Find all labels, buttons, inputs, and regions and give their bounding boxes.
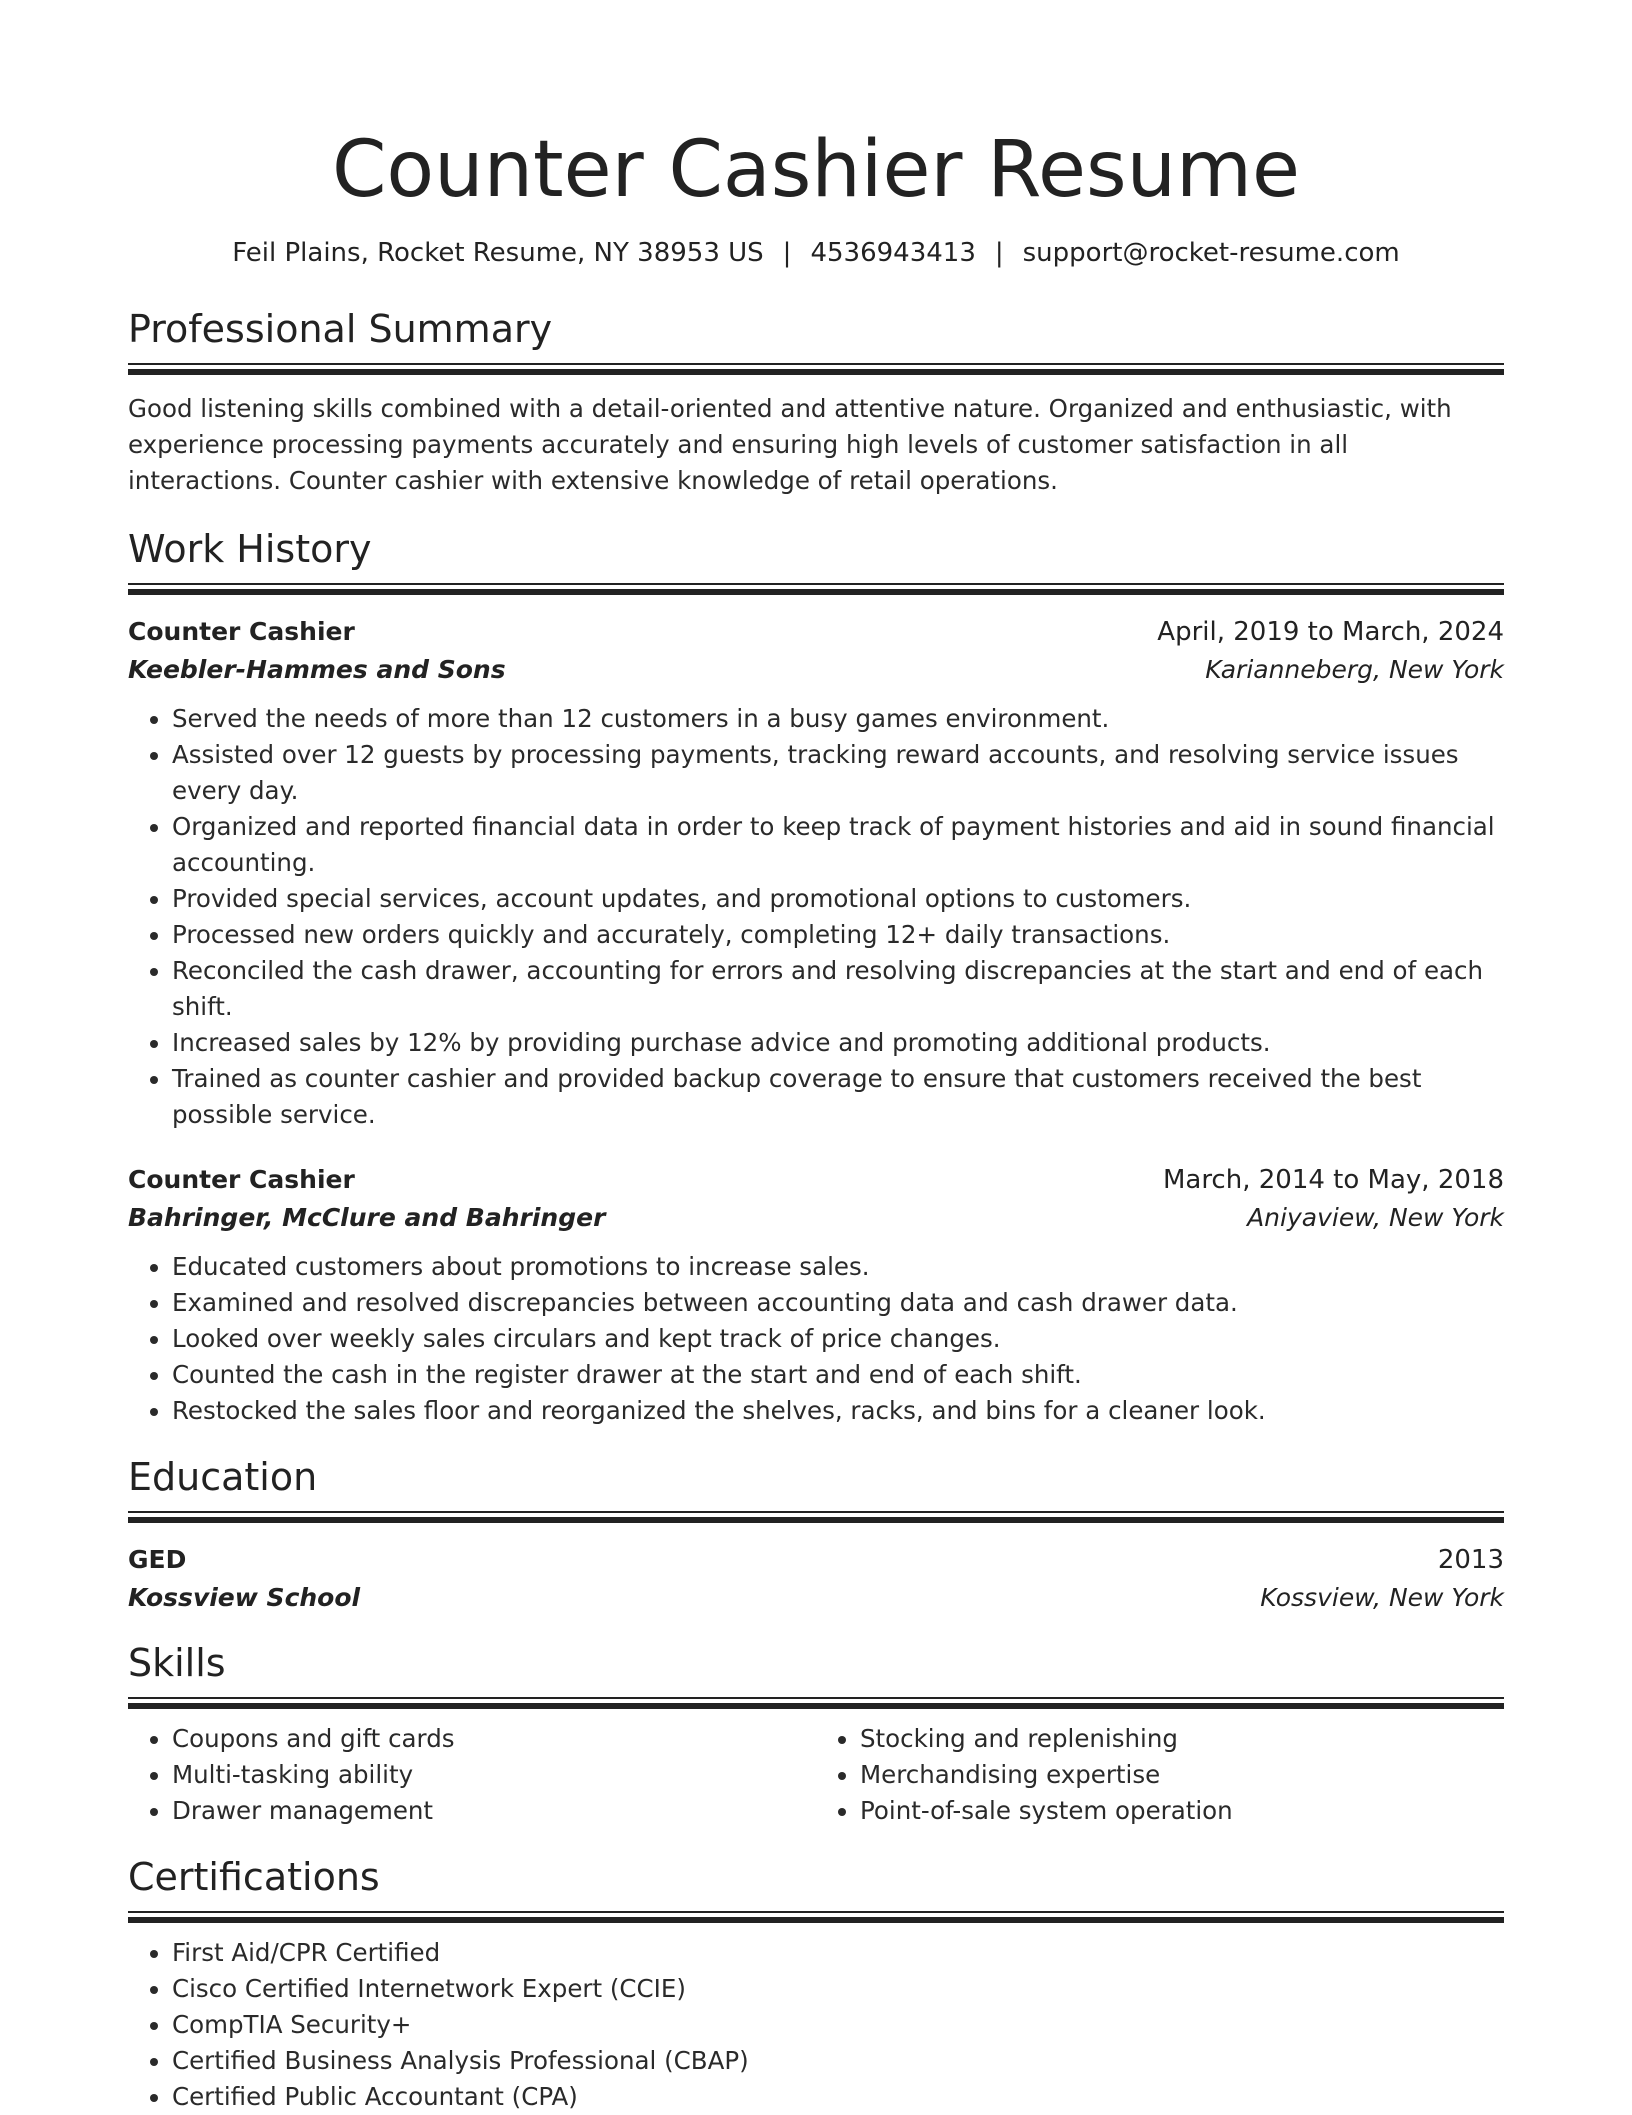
heading-rule-thick	[128, 1917, 1504, 1923]
section-heading: Skills	[128, 1641, 226, 1685]
work-history-section	[128, 525, 1504, 1429]
skill-item: • Drawer management	[172, 1793, 816, 1829]
job-bullets	[128, 701, 1504, 1133]
job-company: Keebler-Hammes and Sons	[128, 655, 506, 684]
heading-rule-thick	[128, 1703, 1504, 1709]
school-location: Kossview, New York	[1260, 1583, 1504, 1612]
list-item: • Counted the cash in the register drawer at the start and end of each shift.	[172, 1357, 1504, 1393]
summary-section	[128, 305, 1504, 499]
skill-item: • Merchandising expertise	[860, 1757, 1504, 1793]
heading-rule-thin	[128, 583, 1504, 585]
skills-columns	[128, 1721, 1504, 1829]
heading-rule-thin	[128, 363, 1504, 365]
list-item: • Assisted over 12 guests by processing payments, tracking reward accounts, and resolving service issues every day.	[172, 737, 1504, 809]
certification-item: • Certified Public Accountant (CPA)	[172, 2079, 1504, 2115]
list-item: • Provided special services, account updates, and promotional options to customers.	[172, 881, 1504, 917]
skill-item: • Stocking and replenishing	[860, 1721, 1504, 1757]
job-entry	[128, 613, 1504, 1133]
heading-rule-thick	[128, 589, 1504, 595]
job-bullets	[128, 1249, 1504, 1429]
list-item: • Examined and resolved discrepancies between accounting data and cash drawer data.	[172, 1285, 1504, 1321]
job-dates: March, 2014 to May, 2018	[1162, 1165, 1504, 1195]
separator: |	[994, 238, 1004, 268]
certifications-list	[128, 1935, 1504, 2115]
certifications-section	[128, 1853, 1504, 2115]
separator: |	[782, 238, 792, 268]
degree: GED	[128, 1545, 187, 1574]
job-company: Bahringer, McClure and Bahringer	[128, 1203, 606, 1232]
section-heading: Certifications	[128, 1855, 380, 1899]
education-entry	[128, 1541, 1504, 1617]
list-item: • Restocked the sales floor and reorganized the shelves, racks, and bins for a cleaner look.	[172, 1393, 1504, 1429]
list-item: • Increased sales by 12% by providing purchase advice and promoting additional products.	[172, 1025, 1504, 1061]
job-dates: April, 2019 to March, 2024	[1157, 617, 1504, 647]
resume-page	[128, 0, 1504, 2115]
list-item: • Reconciled the cash drawer, accounting for errors and resolving discrepancies at the start and end of each shift.	[172, 953, 1504, 1025]
skill-item: • Coupons and gift cards	[172, 1721, 816, 1757]
list-item: • Educated customers about promotions to increase sales.	[172, 1249, 1504, 1285]
job-location: Karianneberg, New York	[1205, 655, 1504, 684]
school-name: Kossview School	[128, 1583, 361, 1612]
skills-list-right	[816, 1721, 1504, 1829]
summary-text: Good listening skills combined with a detail-oriented and attentive nature. Organized and enthusiastic, with experience processing payments accurately and ensuring high levels of customer satisfaction in all interactions. Counter cashier with extensive knowledge of retail operations.	[128, 394, 1452, 495]
email-link[interactable]: support@rocket-resume.com	[1022, 238, 1400, 268]
education-year: 2013	[1437, 1545, 1504, 1575]
heading-rule-thick	[128, 1517, 1504, 1523]
section-heading: Education	[128, 1455, 318, 1499]
list-item: • Trained as counter cashier and provided backup coverage to ensure that customers received the best possible service.	[172, 1061, 1504, 1133]
heading-rule-thin	[128, 1697, 1504, 1699]
heading-rule-thin	[128, 1911, 1504, 1913]
resume-title: Counter Cashier Resume	[331, 125, 1301, 215]
section-heading: Professional Summary	[128, 307, 553, 351]
skill-item: • Multi-tasking ability	[172, 1757, 816, 1793]
heading-rule-thin	[128, 1511, 1504, 1513]
certification-item: • Cisco Certified Internetwork Expert (CCIE)	[172, 1971, 1504, 2007]
contact-line	[128, 235, 1504, 271]
certification-item: • Certified Business Analysis Professional (CBAP)	[172, 2043, 1504, 2079]
list-item: • Served the needs of more than 12 customers in a busy games environment.	[172, 701, 1504, 737]
certification-item: • CompTIA Security+	[172, 2007, 1504, 2043]
list-item: • Processed new orders quickly and accurately, completing 12+ daily transactions.	[172, 917, 1504, 953]
certification-item: • First Aid/CPR Certified	[172, 1935, 1504, 1971]
skill-item: • Point-of-sale system operation	[860, 1793, 1504, 1829]
list-item: • Organized and reported financial data in order to keep track of payment histories and aid in sound financial accounting.	[172, 809, 1504, 881]
job-entry	[128, 1161, 1504, 1429]
address-text: Feil Plains, Rocket Resume, NY 38953 US	[232, 238, 764, 268]
skills-list-left	[128, 1721, 816, 1829]
phone-text: 4536943413	[810, 238, 976, 268]
job-title: Counter Cashier	[128, 617, 355, 646]
job-title: Counter Cashier	[128, 1165, 355, 1194]
section-heading: Work History	[128, 527, 372, 571]
job-location: Aniyaview, New York	[1247, 1203, 1504, 1232]
skills-section	[128, 1639, 1504, 1829]
education-section	[128, 1453, 1504, 1617]
list-item: • Looked over weekly sales circulars and kept track of price changes.	[172, 1321, 1504, 1357]
heading-rule-thick	[128, 369, 1504, 375]
